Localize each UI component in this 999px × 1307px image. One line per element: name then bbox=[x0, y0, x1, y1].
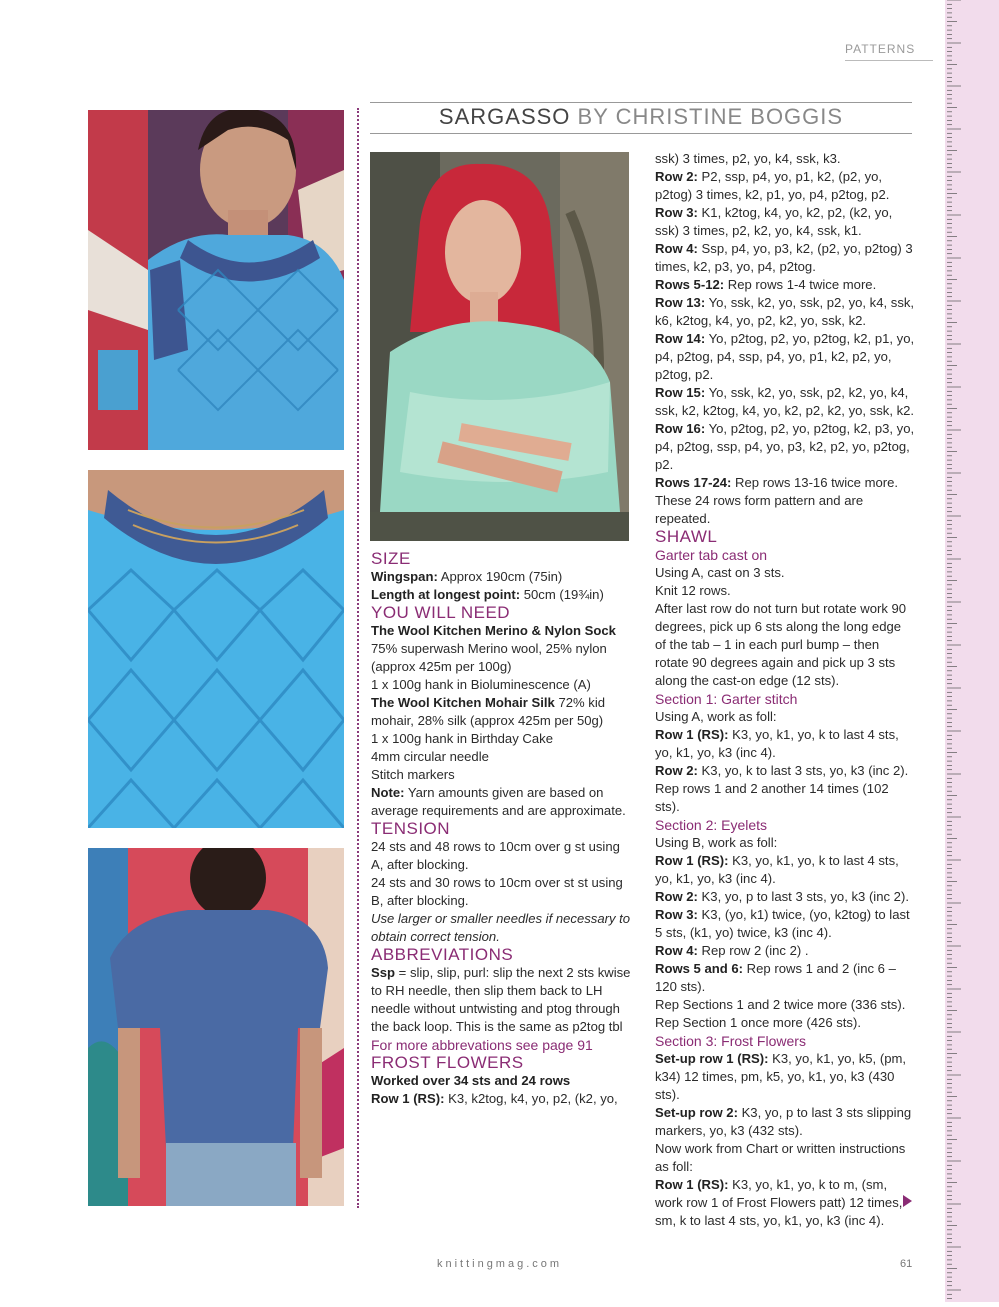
frost-row1 bbox=[371, 1090, 633, 1108]
row-text: K3, yo, k to last 3 sts, yo, k3 (inc 2). bbox=[697, 763, 909, 778]
garter-3: After last row do not turn but rotate work 90 degrees, pick up 6 sts along the long edge of the tab – 1 in each purl bump – then rotate 90 degrees again and pick up 3 sts along the cast-on edge (12 sts). bbox=[655, 601, 907, 688]
row-label: Row 2: bbox=[655, 889, 698, 904]
section3-now: Now work from Chart or written instructions as foll: bbox=[655, 1141, 906, 1174]
pattern-row bbox=[655, 240, 915, 276]
section1-row2 bbox=[655, 762, 915, 780]
yarn1-name bbox=[371, 622, 633, 640]
wingspan-value: Approx 190cm (75in) bbox=[437, 569, 563, 584]
row-label: Rows 5-12: bbox=[655, 277, 725, 292]
section2-repeat1: Rep Sections 1 and 2 twice more (336 sts). bbox=[655, 997, 906, 1012]
pattern-row bbox=[655, 330, 915, 384]
section3-heading: Section 3: Frost Flowers bbox=[655, 1033, 806, 1049]
section1-intro: Using A, work as foll: bbox=[655, 709, 777, 724]
photo-blue-top-detail bbox=[88, 470, 344, 828]
tension-2: 24 sts and 30 rows to 10cm over st st using B, after blocking. bbox=[371, 875, 623, 908]
row-text: K3, (yo, k1) twice, (yo, k2tog) to last 5 sts, (k1, yo) twice, k3 (inc 4). bbox=[655, 907, 910, 940]
section2-row4 bbox=[655, 942, 915, 960]
pattern-row bbox=[655, 168, 915, 204]
note-line bbox=[371, 784, 633, 820]
row-label: Row 16: bbox=[655, 421, 706, 436]
pattern-row bbox=[655, 294, 915, 330]
row-label: Row 4: bbox=[655, 241, 698, 256]
row-label: Row 3: bbox=[655, 907, 698, 922]
pattern-title bbox=[370, 104, 912, 130]
length-line bbox=[371, 586, 633, 604]
frost-heading: FROST FLOWERS bbox=[371, 1053, 524, 1072]
section3-row1 bbox=[655, 1176, 915, 1230]
row-label: Set-up row 2: bbox=[655, 1105, 738, 1120]
note-text: Yarn amounts given are based on average requirements and are approximate. bbox=[371, 785, 626, 818]
row-text: Yo, p2tog, p2, yo, p2tog, k2, p3, yo, p4, p2tog, ssp, p4, yo, p3, k2, p2, yo, p2tog, p2. bbox=[655, 421, 915, 472]
note-label: Note: bbox=[371, 785, 405, 800]
row-label: Set-up row 1 (RS): bbox=[655, 1051, 769, 1066]
need-heading: YOU WILL NEED bbox=[371, 603, 511, 622]
section1-repeat: Rep rows 1 and 2 another 14 times (102 sts). bbox=[655, 781, 889, 814]
ruler-ticks bbox=[945, 0, 999, 1302]
row1-cont: ssk) 3 times, p2, yo, k4, ssk, k3. bbox=[655, 151, 841, 166]
yarn1-desc: 75% superwash Merino wool, 25% nylon (approx 425m per 100g) bbox=[371, 641, 607, 674]
frost-row1-label: Row 1 (RS): bbox=[371, 1091, 445, 1106]
column-divider bbox=[357, 108, 359, 1208]
yarn1-qty: 1 x 100g hank in Bioluminescence (A) bbox=[371, 677, 591, 692]
yarn2-line bbox=[371, 694, 633, 730]
wingspan-label: Wingspan: bbox=[371, 569, 438, 584]
row-text: Rep rows 13-16 twice more. bbox=[731, 475, 899, 490]
row-text: K3, yo, p to last 3 sts slipping markers, yo, k3 (432 sts). bbox=[655, 1105, 912, 1138]
row-label: Row 1 (RS): bbox=[655, 1177, 729, 1192]
size-heading: SIZE bbox=[371, 549, 411, 568]
yarn2-qty: 1 x 100g hank in Birthday Cake bbox=[371, 731, 553, 746]
row-label: Row 15: bbox=[655, 385, 706, 400]
section2-row5 bbox=[655, 960, 915, 996]
continue-arrow-icon bbox=[903, 1195, 912, 1207]
ruler-strip bbox=[945, 0, 999, 1302]
page-number: 61 bbox=[900, 1258, 913, 1270]
section2-row3 bbox=[655, 906, 915, 942]
row-text: Yo, ssk, k2, yo, ssk, p2, k2, yo, k4, ssk, k2, k2tog, k4, yo, k2, p2, k2, yo, ssk, k2. bbox=[655, 385, 915, 418]
photo-blue-top-front bbox=[88, 110, 344, 450]
photo-shawl-model bbox=[370, 152, 629, 541]
section2-row2 bbox=[655, 888, 915, 906]
row-text: K1, k2tog, k4, yo, k2, p2, (k2, yo, ssk) 3 times, p2, k2, yo, k4, ssk, k1. bbox=[655, 205, 893, 238]
row-label: Row 1 (RS): bbox=[655, 727, 729, 742]
title-name: SARGASSO bbox=[438, 104, 571, 129]
frost-row1-text: K3, k2tog, k4, yo, p2, (k2, yo, bbox=[444, 1091, 618, 1106]
shawl-heading: SHAWL bbox=[655, 527, 718, 546]
frost-sub-text: Worked over 34 sts and 24 rows bbox=[371, 1073, 571, 1088]
pattern-row bbox=[655, 276, 915, 294]
needle-item: 4mm circular needle bbox=[371, 749, 489, 764]
section3-setup1 bbox=[655, 1050, 915, 1104]
garter-2: Knit 12 rows. bbox=[655, 583, 731, 598]
section3-setup2 bbox=[655, 1104, 915, 1140]
ssp-text: = slip, slip, purl: slip the next 2 sts kwise to RH needle, then slip them back to LH needle without untwisting and ptog through the back loop. This is the same as p2tog tbl bbox=[371, 965, 631, 1034]
pattern-form-note: These 24 rows form pattern and are repeated. bbox=[655, 493, 864, 526]
section1-row1 bbox=[655, 726, 915, 762]
pattern-row bbox=[655, 420, 915, 474]
row-text: K3, yo, p to last 3 sts, yo, k3 (inc 2). bbox=[697, 889, 909, 904]
ssp-line bbox=[371, 964, 633, 1036]
row-text: K3, yo, k1, yo, k to m, (sm, work row 1 of Frost Flowers patt) 12 times, sm, k to last 4 sts, yo, k1, yo, k3 (inc 4). bbox=[655, 1177, 903, 1228]
footer-site: knittingmag.com bbox=[436, 1258, 563, 1270]
abbr-heading: ABBREVIATIONS bbox=[371, 945, 514, 964]
length-value: 50cm (19¾in) bbox=[520, 587, 604, 602]
length-label: Length at longest point: bbox=[371, 587, 521, 602]
row-text: Rep row 2 (inc 2) . bbox=[697, 943, 809, 958]
tension-1: 24 sts and 48 rows to 10cm over g st using A, after blocking. bbox=[371, 839, 620, 872]
row-text: Rep rows 1-4 twice more. bbox=[724, 277, 877, 292]
photo-blue-top-back bbox=[88, 848, 344, 1206]
frost-sub bbox=[371, 1072, 633, 1090]
pattern-row bbox=[655, 474, 915, 492]
garter-heading: Garter tab cast on bbox=[655, 547, 768, 563]
row-text: K3, yo, k1, yo, k to last 4 sts, yo, k1, yo, k3 (inc 4). bbox=[655, 727, 899, 760]
row-label: Row 2: bbox=[655, 763, 698, 778]
ssp-label: Ssp bbox=[371, 965, 396, 980]
row-text: Rep rows 1 and 2 (inc 6 – 120 sts). bbox=[655, 961, 896, 994]
row-label: Row 1 (RS): bbox=[655, 853, 729, 868]
row-text: Yo, ssk, k2, yo, ssk, p2, yo, k4, ssk, k6, k2tog, k4, yo, p2, k2, yo, ssk, k2. bbox=[655, 295, 915, 328]
right-column bbox=[655, 150, 915, 1230]
row-text: Ssp, p4, yo, p3, k2, (p2, yo, p2tog) 3 times, k2, p3, yo, p4, p2tog. bbox=[655, 241, 913, 274]
row-label: Row 4: bbox=[655, 943, 698, 958]
row-text: P2, ssp, p4, yo, p1, k2, (p2, yo, p2tog) 3 times, k2, p1, yo, p4, p2tog, p2. bbox=[655, 169, 890, 202]
row-label: Row 14: bbox=[655, 331, 706, 346]
left-column bbox=[371, 550, 633, 1108]
row-label: Row 3: bbox=[655, 205, 698, 220]
tension-heading: TENSION bbox=[371, 819, 451, 838]
row-label: Rows 17-24: bbox=[655, 475, 732, 490]
row-label: Row 13: bbox=[655, 295, 706, 310]
yarn1-label: The Wool Kitchen Merino & Nylon Sock bbox=[371, 623, 616, 638]
more-abbr-link[interactable]: For more abbrevations see page 91 bbox=[371, 1037, 593, 1053]
section1-heading: Section 1: Garter stitch bbox=[655, 691, 798, 707]
title-bar bbox=[370, 102, 912, 134]
row-text: K3, yo, k1, yo, k to last 4 sts, yo, k1, yo, k3 (inc 4). bbox=[655, 853, 899, 886]
row-label: Row 2: bbox=[655, 169, 698, 184]
pattern-row bbox=[655, 204, 915, 240]
section2-heading: Section 2: Eyelets bbox=[655, 817, 768, 833]
yarn2-label: The Wool Kitchen Mohair Silk bbox=[371, 695, 555, 710]
yarn2-desc: 72% kid mohair, 28% silk (approx 425m per 50g) bbox=[371, 695, 606, 728]
section2-repeat2: Rep Section 1 once more (426 sts). bbox=[655, 1015, 861, 1030]
row-label: Rows 5 and 6: bbox=[655, 961, 744, 976]
row-text: Yo, p2tog, p2, yo, p2tog, k2, p1, yo, p4, p2tog, p4, ssp, p4, yo, p1, k2, p2, yo, p2tog, p2. bbox=[655, 331, 915, 382]
row-text: K3, yo, k1, yo, k5, (pm, k34) 12 times, pm, k5, yo, k1, yo, k3 (430 sts). bbox=[655, 1051, 907, 1102]
title-author: BY CHRISTINE BOGGIS bbox=[577, 104, 844, 129]
section-label: PATTERNS bbox=[845, 42, 933, 61]
garter-1: Using A, cast on 3 sts. bbox=[655, 565, 785, 580]
section2-intro: Using B, work as foll: bbox=[655, 835, 778, 850]
markers-item: Stitch markers bbox=[371, 767, 455, 782]
wingspan-line bbox=[371, 568, 633, 586]
section2-row1 bbox=[655, 852, 915, 888]
tension-3: Use larger or smaller needles if necessary to obtain correct tension. bbox=[371, 911, 631, 944]
pattern-row bbox=[655, 384, 915, 420]
